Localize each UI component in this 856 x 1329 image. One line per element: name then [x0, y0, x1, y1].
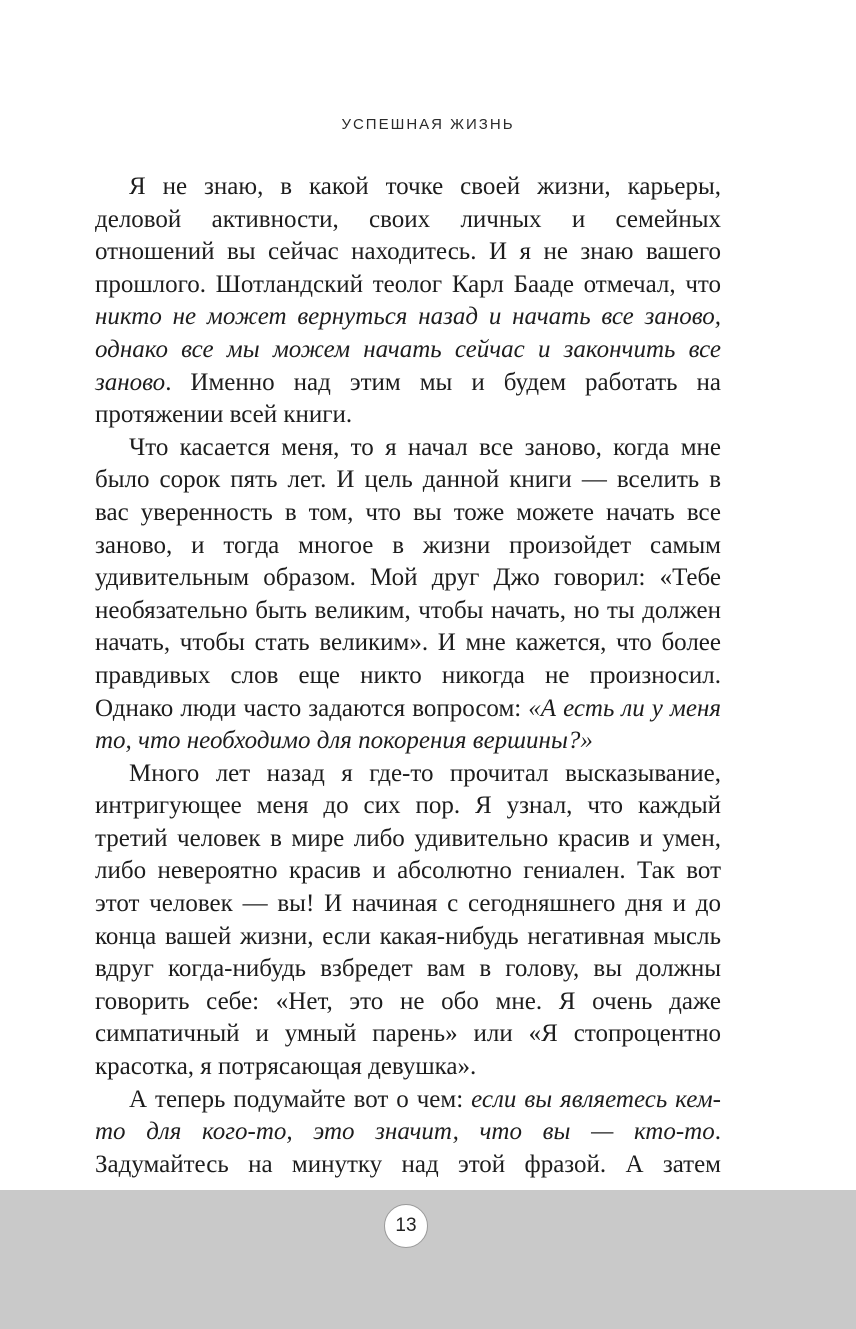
text-run: . Именно над этим мы и будем работать на протяжении всей книги.: [95, 368, 721, 429]
paragraph: [95, 432, 721, 758]
italic-quote: «А есть ли у меня то, что необходимо для покорения вершины?»: [95, 694, 722, 755]
italic-quote: если вы являетесь кем-то для кого-то, это значит, что вы — кто-то: [95, 1085, 722, 1146]
paragraph: [95, 758, 721, 1084]
running-header: УСПЕШНАЯ ЖИЗНЬ: [341, 116, 515, 133]
text-run: Много лет назад я где-то прочитал высказывание, интригующее меня до сих пор. Я узнал, что каждый третий человек в мире либо удивительно красив и умен, либо невероятно красив и абсолютно гениален. Так вот этот человек — вы! И начиная с сегодняшнего дня и до конца вашей жизни, если какая-нибудь негативная мысль вдруг когда-нибудь взбредет вам в голову, вы должны говорить себе: «Нет, это не обо мне. Я очень даже симпатичный и умный парень» или «Я стопроцентно красотка, я потрясающая девушка».: [95, 759, 721, 1081]
page-number: 13: [395, 1215, 417, 1236]
paragraph: [95, 171, 721, 432]
page-number-badge: [384, 1204, 428, 1248]
text-run: . Задумайтесь на минутку над этой фразой. А затем: [95, 1118, 721, 1178]
italic-quote: никто не может вернуться назад и начать все заново, однако все мы можем начать сейчас и закончить все заново: [95, 303, 721, 396]
text-run: Что касается меня, то я начал все заново, когда мне было сорок пять лет. И цель данной книги — вселить в вас уверенность в том, что вы тоже можете начать все заново, и тогда многое в жизни произойдет самым удивительным образом. Мой друг Джо говорил: «Тебе необязательно быть великим, чтобы начать, но ты должен начать, чтобы стать великим». И мне кажется, что более правдивых слов еще никто никогда не произносил. Однако люди часто задаются вопросом:: [95, 433, 721, 722]
footer-band: [0, 1190, 856, 1329]
text-run: А теперь подумайте вот о чем:: [129, 1085, 472, 1113]
body-text: [95, 171, 722, 1178]
text-run: Я не знаю, в какой точке своей жизни, карьеры, деловой активности, своих личных и семейных отношений вы сейчас находитесь. И я не знаю вашего прошлого. Шотландский теолог Карл Бааде отмечал, что: [95, 173, 721, 298]
